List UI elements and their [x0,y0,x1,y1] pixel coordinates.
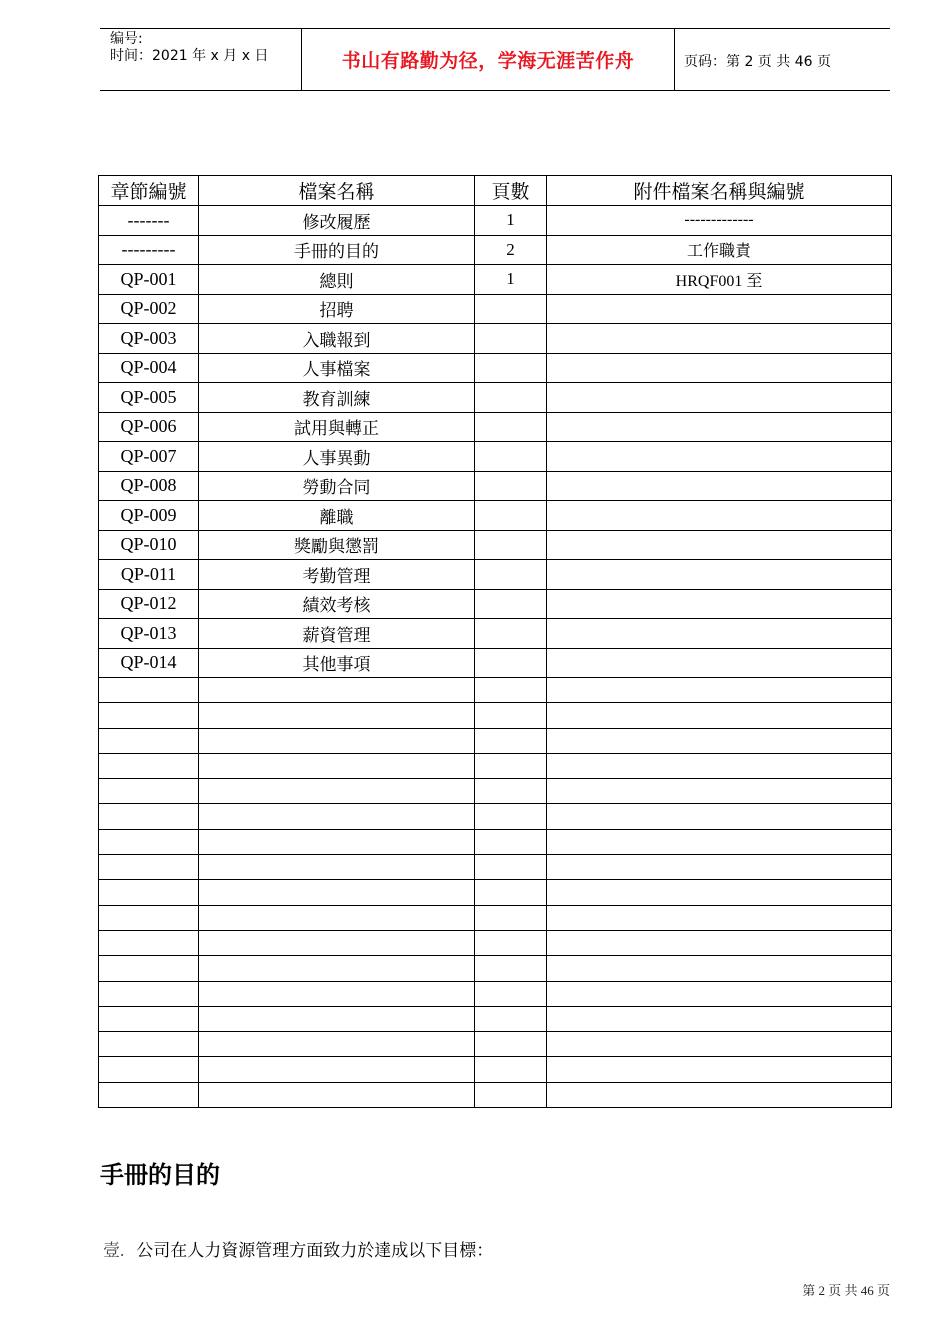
empty-cell [199,905,475,930]
empty-cell [99,1057,199,1082]
empty-cell [547,1032,892,1057]
empty-cell [199,804,475,829]
empty-cell [475,804,547,829]
empty-cell [99,829,199,854]
empty-table-row [99,703,892,728]
document-time: 时间：2021 年 x 月 x 日 [110,48,269,64]
column-header: 章節編號 [99,176,199,206]
chapter-code-cell: QP-008 [99,471,199,501]
table-row [99,501,892,531]
file-name-cell: 修改履歷 [199,206,475,236]
page-count-cell: 1 [475,265,547,295]
empty-table-row [99,1006,892,1031]
page-count-cell [475,589,547,619]
item-number: 壹. [103,1241,125,1260]
empty-cell [475,880,547,905]
empty-cell [547,905,892,930]
column-header: 頁數 [475,176,547,206]
table-row [99,353,892,383]
table-header-row [99,176,892,206]
empty-cell [99,804,199,829]
attachment-cell [547,648,892,678]
empty-table-row [99,1082,892,1107]
empty-cell [99,855,199,880]
empty-table-row [99,829,892,854]
attachment-cell [547,294,892,324]
table-row [99,619,892,649]
empty-cell [199,1032,475,1057]
empty-cell [99,728,199,753]
attachment-cell [547,530,892,560]
attachment-cell [547,589,892,619]
attachment-cell [547,383,892,413]
page-count-cell [475,294,547,324]
empty-cell [547,1057,892,1082]
attachment-cell [547,353,892,383]
empty-table-row [99,804,892,829]
table-row [99,235,892,265]
header-motto: 书山有路勤为径，学海无涯苦作舟 [341,50,635,72]
attachment-cell: ------------- [547,206,892,236]
empty-cell [547,981,892,1006]
empty-cell [475,981,547,1006]
empty-cell [475,1057,547,1082]
empty-cell [199,678,475,703]
table-row [99,648,892,678]
file-name-cell: 試用與轉正 [199,412,475,442]
page-count-cell [475,412,547,442]
section-paragraph [103,1236,493,1261]
empty-cell [475,1082,547,1107]
empty-cell [547,804,892,829]
attachment-cell [547,412,892,442]
page-header [100,28,890,91]
page-count-cell [475,560,547,590]
empty-cell [199,1006,475,1031]
file-name-cell: 離職 [199,501,475,531]
empty-table-row [99,728,892,753]
empty-cell [99,703,199,728]
column-header: 檔案名稱 [199,176,475,206]
empty-cell [199,1082,475,1107]
empty-cell [99,779,199,804]
empty-table-row [99,981,892,1006]
chapter-code-cell: QP-002 [99,294,199,324]
attachment-cell [547,619,892,649]
file-name-cell: 績效考核 [199,589,475,619]
empty-cell [475,678,547,703]
empty-table-row [99,1032,892,1057]
empty-cell [199,728,475,753]
chapter-code-cell: QP-001 [99,265,199,295]
empty-cell [99,1032,199,1057]
page-count-cell: 1 [475,206,547,236]
file-name-cell: 入職報到 [199,324,475,354]
file-name-cell: 人事檔案 [199,353,475,383]
empty-cell [99,1006,199,1031]
empty-cell [99,880,199,905]
empty-cell [199,703,475,728]
empty-cell [199,880,475,905]
empty-cell [547,703,892,728]
empty-table-row [99,930,892,955]
attachment-cell [547,324,892,354]
empty-table-row [99,779,892,804]
page-count-cell [475,501,547,531]
attachment-cell [547,560,892,590]
empty-cell [199,779,475,804]
chapter-code-cell: QP-009 [99,501,199,531]
empty-cell [547,880,892,905]
chapter-code-cell: QP-011 [99,560,199,590]
file-name-cell: 手冊的目的 [199,235,475,265]
page-count-cell [475,471,547,501]
table-row [99,383,892,413]
file-name-cell: 總則 [199,265,475,295]
chapter-code-cell: QP-004 [99,353,199,383]
page-count-cell [475,530,547,560]
empty-cell [547,1082,892,1107]
empty-cell [199,981,475,1006]
empty-table-row [99,678,892,703]
file-name-cell: 勞動合同 [199,471,475,501]
empty-cell [475,1032,547,1057]
header-page-info: 页码：第 2 页 共 46 页 [684,54,831,70]
empty-cell [547,930,892,955]
empty-cell [199,753,475,778]
chapter-code-cell: QP-003 [99,324,199,354]
empty-cell [199,829,475,854]
empty-table-row [99,855,892,880]
chapter-code-cell: QP-006 [99,412,199,442]
empty-cell [475,930,547,955]
chapter-code-cell: --------- [99,235,199,265]
file-name-cell: 招聘 [199,294,475,324]
empty-cell [547,956,892,981]
empty-cell [199,855,475,880]
chapter-code-cell: ------- [99,206,199,236]
table-row [99,294,892,324]
empty-cell [199,1057,475,1082]
file-name-cell: 其他事項 [199,648,475,678]
empty-cell [547,728,892,753]
empty-cell [475,728,547,753]
chapter-code-cell: QP-007 [99,442,199,472]
empty-cell [99,1082,199,1107]
file-name-cell: 考勤管理 [199,560,475,590]
empty-cell [547,678,892,703]
empty-cell [547,855,892,880]
chapter-code-cell: QP-014 [99,648,199,678]
table-row [99,589,892,619]
section-title: 手冊的目的 [100,1161,220,1189]
empty-cell [475,753,547,778]
page-footer: 第 2 页 共 46 页 [802,1283,890,1298]
chapter-code-cell: QP-013 [99,619,199,649]
table-row [99,324,892,354]
empty-cell [99,905,199,930]
page-count-cell [475,353,547,383]
table-row [99,265,892,295]
document-index-table [98,175,892,1108]
page-count-cell: 2 [475,235,547,265]
item-text: 公司在人力資源管理方面致力於達成以下目標： [136,1241,494,1261]
table-row [99,412,892,442]
empty-cell [99,956,199,981]
attachment-cell [547,471,892,501]
empty-cell [475,905,547,930]
empty-table-row [99,880,892,905]
attachment-cell: HRQF001 至 [547,265,892,295]
empty-cell [547,829,892,854]
empty-cell [475,779,547,804]
page-count-cell [475,324,547,354]
empty-cell [475,956,547,981]
empty-cell [99,981,199,1006]
empty-cell [99,678,199,703]
attachment-cell: 工作職責 [547,235,892,265]
table-row [99,442,892,472]
empty-cell [547,779,892,804]
empty-table-row [99,753,892,778]
table-row [99,530,892,560]
header-divider [674,29,675,90]
file-name-cell: 教育訓練 [199,383,475,413]
empty-cell [99,753,199,778]
empty-cell [475,855,547,880]
file-name-cell: 獎勵與懲罰 [199,530,475,560]
header-meta [110,31,268,65]
empty-cell [199,930,475,955]
file-name-cell: 薪資管理 [199,619,475,649]
table-row [99,206,892,236]
table-row [99,560,892,590]
page-count-cell [475,442,547,472]
column-header: 附件檔案名稱與編號 [547,176,892,206]
page-count-cell [475,619,547,649]
empty-cell [199,956,475,981]
empty-cell [547,753,892,778]
attachment-cell [547,501,892,531]
empty-table-row [99,905,892,930]
file-name-cell: 人事異動 [199,442,475,472]
table-row [99,471,892,501]
empty-cell [547,1006,892,1031]
chapter-code-cell: QP-010 [99,530,199,560]
page-count-cell [475,648,547,678]
page-count-cell [475,383,547,413]
empty-table-row [99,956,892,981]
attachment-cell [547,442,892,472]
empty-table-row [99,1057,892,1082]
empty-cell [475,703,547,728]
chapter-code-cell: QP-012 [99,589,199,619]
document-code-label: 编号: [110,31,143,47]
empty-cell [99,930,199,955]
chapter-code-cell: QP-005 [99,383,199,413]
empty-cell [475,829,547,854]
empty-cell [475,1006,547,1031]
